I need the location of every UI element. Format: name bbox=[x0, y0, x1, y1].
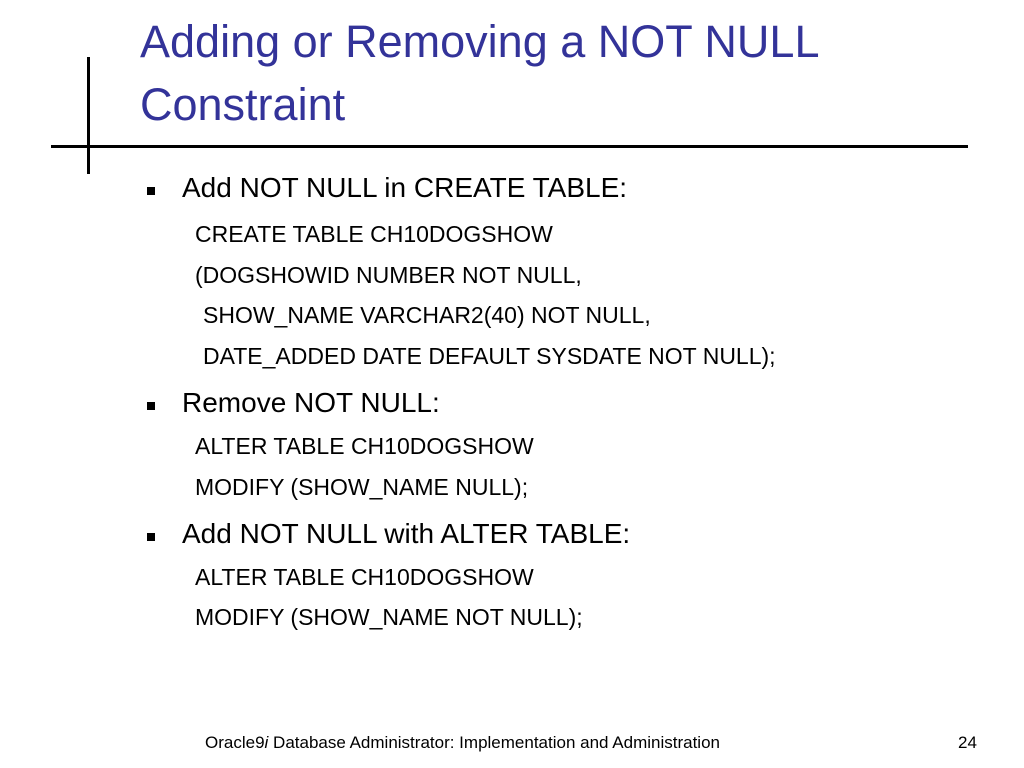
slide-footer bbox=[0, 731, 1024, 755]
code-line: SHOW_NAME VARCHAR2(40) NOT NULL, bbox=[203, 302, 651, 328]
bullet-text: Remove NOT NULL: bbox=[182, 387, 440, 418]
slide-title-line-1: Adding or Removing a NOT NULL bbox=[140, 16, 820, 67]
footer-course: Database Administrator: Implementation and Administration bbox=[268, 733, 720, 752]
code-line: ALTER TABLE CH10DOGSHOW bbox=[195, 564, 534, 590]
footer-product: Oracle9 bbox=[205, 733, 265, 752]
code-line: (DOGSHOWID NUMBER NOT NULL, bbox=[195, 262, 582, 288]
bullet-marker bbox=[147, 402, 155, 410]
bullet-text: Add NOT NULL with ALTER TABLE: bbox=[182, 518, 631, 549]
bullet-marker bbox=[147, 533, 155, 541]
footer-product-suffix: i bbox=[264, 733, 269, 752]
code-line: MODIFY (SHOW_NAME NULL); bbox=[195, 474, 529, 500]
code-line: CREATE TABLE CH10DOGSHOW bbox=[195, 221, 553, 247]
code-line: ALTER TABLE CH10DOGSHOW bbox=[195, 433, 534, 459]
code-line: DATE_ADDED DATE DEFAULT SYSDATE NOT NULL); bbox=[203, 343, 776, 369]
slide-title-line-2: Constraint bbox=[140, 79, 346, 130]
page-number: 24 bbox=[958, 733, 977, 752]
bullet-marker bbox=[147, 187, 155, 195]
bullet-text: Add NOT NULL in CREATE TABLE: bbox=[182, 172, 628, 203]
footer-course-title bbox=[205, 731, 720, 755]
code-line: MODIFY (SHOW_NAME NOT NULL); bbox=[195, 604, 583, 630]
